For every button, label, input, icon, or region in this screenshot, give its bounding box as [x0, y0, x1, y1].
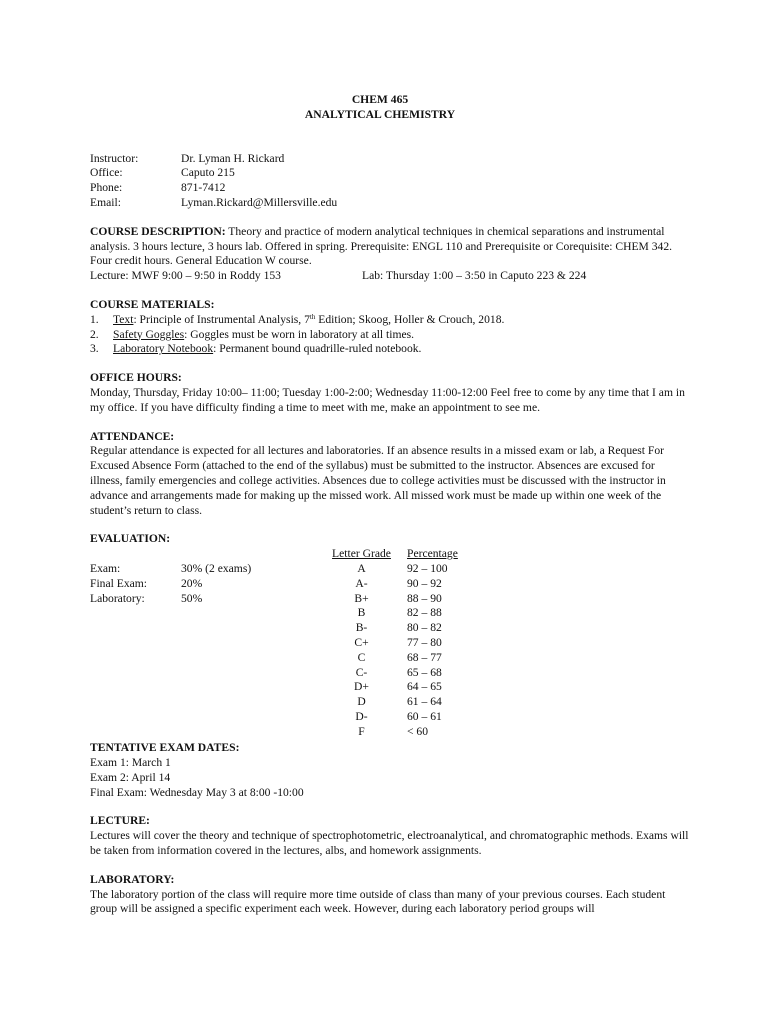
letter-grade: A-	[355, 576, 368, 590]
percentage-range: 90 – 92	[407, 576, 442, 590]
course-description-section	[90, 225, 690, 284]
section-heading: COURSE MATERIALS:	[90, 297, 215, 311]
letter-grade-header: Letter Grade	[332, 547, 391, 561]
weight-label: Exam:	[90, 562, 121, 576]
exam-date-line: Exam 1: March 1	[90, 755, 171, 769]
grade-weights	[90, 562, 251, 606]
weight-value: 20%	[181, 576, 203, 590]
exam-dates-section	[90, 741, 690, 800]
list-item	[90, 342, 690, 357]
attendance-text: Regular attendance is expected for all lectures and laboratories. If an absence results in a missed exam or lab, a Request For Excused Absence Form (attached to the end of the syllabus) must be submitted to the instructor. Absences are excused for illness, family emergencies and college activities. Absences due to college activities must be discussed with the instructor in advance and arrangements made for making up the missed work. All missed work must be made up within one week of the student’s return to class.	[90, 444, 666, 517]
contact-row-instructor	[90, 152, 690, 167]
weight-value: 30% (2 exams)	[181, 562, 252, 576]
contact-info	[90, 152, 690, 211]
course-materials-section	[90, 298, 690, 357]
section-heading: TENTATIVE EXAM DATES:	[90, 741, 240, 755]
lab-schedule: Lab: Thursday 1:00 – 3:50 in Caputo 223 & 224	[362, 269, 587, 283]
letter-grade: D+	[354, 680, 369, 694]
letter-grade: B	[357, 606, 366, 620]
letter-grade: B+	[354, 591, 369, 605]
weight-row	[90, 592, 251, 607]
letter-grade: C	[357, 650, 366, 664]
contact-value: Caputo 215	[181, 166, 235, 180]
section-heading: EVALUATION:	[90, 532, 171, 546]
material-text-cont: Edition; Skoog, Holler & Crouch, 2018.	[315, 312, 505, 326]
list-number: 3.	[90, 342, 99, 356]
course-title: ANALYTICAL CHEMISTRY	[304, 107, 456, 121]
list-number: 2.	[90, 327, 99, 341]
section-heading: LECTURE:	[90, 814, 150, 828]
letter-grade: C-	[355, 665, 368, 679]
letter-grade: B-	[355, 621, 368, 635]
material-label: Safety Goggles	[113, 327, 185, 341]
grade-row	[316, 606, 458, 621]
schedule-line	[90, 269, 690, 284]
weight-row	[90, 577, 251, 592]
weight-label: Final Exam:	[90, 576, 147, 590]
letter-grade: F	[358, 724, 365, 738]
percentage-range: 60 – 61	[407, 709, 442, 723]
letter-grade: D-	[355, 709, 368, 723]
grade-row	[316, 725, 458, 740]
attendance-section	[90, 430, 690, 519]
laboratory-section	[90, 873, 690, 917]
contact-row-email	[90, 196, 690, 211]
lecture-text: Lectures will cover the theory and technique of spectrophotometric, electroanalytical, and chromatographic methods. Exams will be taken from information covered in the lectures, albs, and homework assignments.	[90, 829, 689, 857]
grade-scale	[316, 547, 458, 739]
contact-label: Email:	[90, 195, 121, 209]
lecture-section	[90, 814, 690, 858]
percentage-range: 64 – 65	[407, 680, 442, 694]
percentage-range: < 60	[407, 724, 429, 738]
grade-row	[316, 666, 458, 681]
office-hours-text: Monday, Thursday, Friday 10:00– 11:00; Tuesday 1:00-2:00; Wednesday 11:00-12:00 Feel free to come by any time that I am in my office. If you have difficulty finding a time to meet with me, make an appointment to see me.	[90, 385, 685, 414]
percentage-range: 65 – 68	[407, 665, 442, 679]
section-heading: COURSE DESCRIPTION:	[90, 224, 226, 238]
contact-row-office	[90, 166, 690, 181]
list-item	[90, 313, 690, 328]
percentage-range: 80 – 82	[407, 621, 442, 635]
contact-label: Instructor:	[90, 151, 139, 165]
grade-row	[316, 577, 458, 592]
percentage-range: 68 – 77	[407, 650, 442, 664]
percentage-range: 77 – 80	[407, 635, 442, 649]
contact-row-phone	[90, 181, 690, 196]
document-header	[80, 93, 680, 123]
exam-date-line: Final Exam: Wednesday May 3 at 8:00 -10:00	[90, 785, 304, 799]
weight-label: Laboratory:	[90, 591, 145, 605]
exam-date-line: Exam 2: April 14	[90, 770, 171, 784]
syllabus-page	[90, 93, 690, 917]
evaluation-table	[90, 547, 690, 741]
email-link[interactable]: Lyman.Rickard@Millersville.edu	[181, 195, 338, 209]
material-label: Laboratory Notebook	[113, 342, 214, 356]
letter-grade: A	[357, 561, 366, 575]
evaluation-section	[90, 532, 690, 741]
list-number: 1.	[90, 312, 99, 326]
lecture-schedule: Lecture: MWF 9:00 – 9:50 in Roddy 153	[90, 269, 281, 283]
course-code: CHEM 465	[351, 93, 409, 106]
letter-grade: D	[357, 695, 366, 709]
percentage-range: 82 – 88	[407, 606, 442, 620]
material-label: Text	[113, 312, 134, 326]
contact-value: Dr. Lyman H. Rickard	[181, 151, 285, 165]
grade-row	[316, 651, 458, 666]
course-description-text: Theory and practice of modern analytical techniques in chemical separations and instrumental analysis. 3 hours lecture, 3 hours lab. Offered in spring. Prerequisite: ENGL 110 and Prerequisite or Corequisite: CHEM 342. Four credit hours. General Education W course.	[90, 224, 673, 268]
grade-scale-header	[316, 547, 458, 562]
grade-rows	[316, 562, 458, 740]
contact-label: Office:	[90, 166, 123, 180]
grade-row	[316, 562, 458, 577]
contact-label: Phone:	[90, 181, 123, 195]
letter-grade: C+	[354, 635, 369, 649]
grade-row	[316, 710, 458, 725]
list-item	[90, 328, 690, 343]
weight-row	[90, 562, 251, 577]
contact-value: 871-7412	[181, 181, 226, 195]
superscript: th	[309, 312, 316, 321]
percentage-header: Percentage	[407, 547, 458, 561]
material-text: : Principle of Instrumental Analysis, 7	[133, 312, 310, 326]
course-description-paragraph	[90, 225, 690, 269]
section-heading: ATTENDANCE:	[90, 429, 175, 443]
grade-row	[316, 695, 458, 710]
weight-value: 50%	[181, 591, 203, 605]
grade-row	[316, 621, 458, 636]
grade-row	[316, 592, 458, 607]
percentage-range: 88 – 90	[407, 591, 442, 605]
grade-row	[316, 680, 458, 695]
material-text: : Permanent bound quadrille-ruled notebook.	[213, 342, 422, 356]
section-heading: LABORATORY:	[90, 872, 175, 886]
section-heading: OFFICE HOURS:	[90, 371, 182, 385]
percentage-range: 92 – 100	[407, 561, 448, 575]
laboratory-text: The laboratory portion of the class will require more time outside of class than many of your previous courses. Each student group will be assigned a specific experiment each week. However, during each laboratory period groups will	[90, 887, 666, 916]
percentage-range: 61 – 64	[407, 695, 442, 709]
material-text: : Goggles must be worn in laboratory at all times.	[184, 327, 415, 341]
grade-row	[316, 636, 458, 651]
office-hours-section	[90, 371, 690, 415]
